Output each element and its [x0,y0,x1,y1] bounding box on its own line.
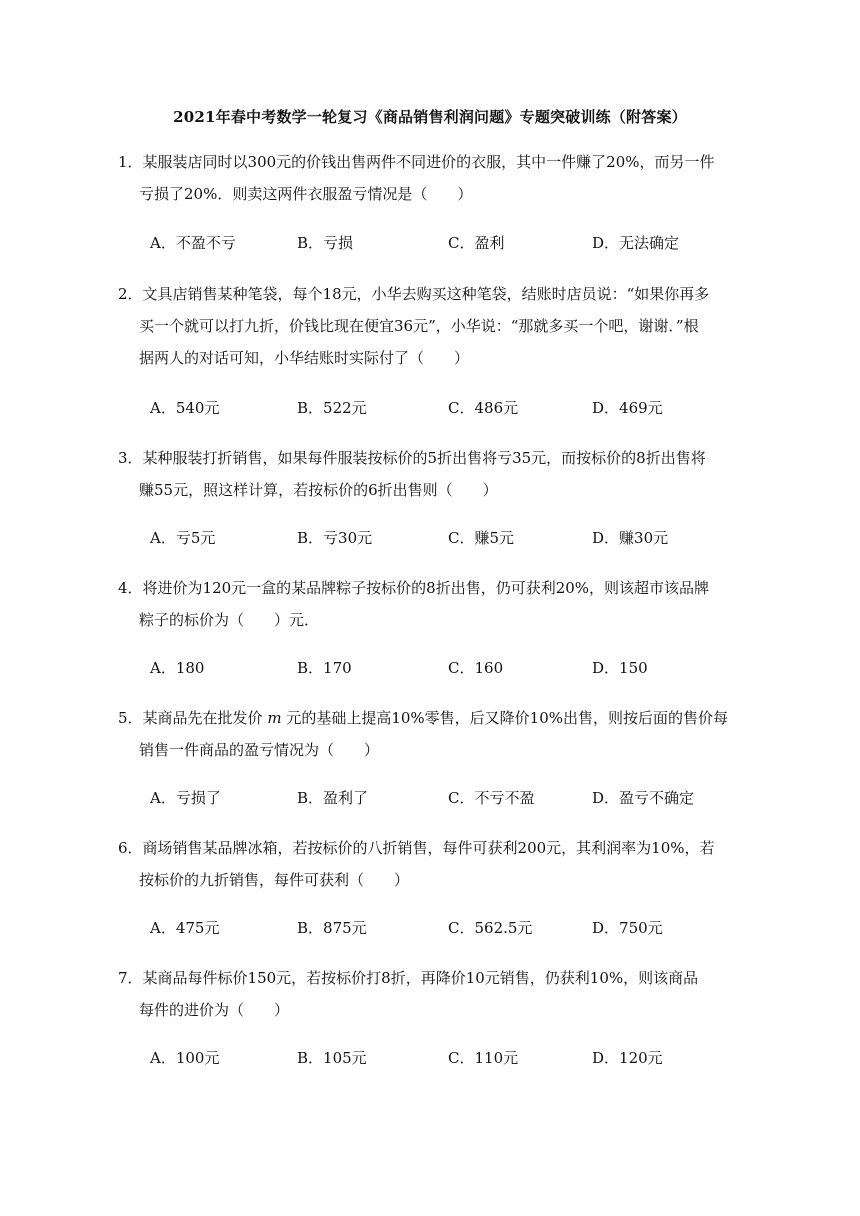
option-a: A．亏损了 [150,789,221,807]
option-b: B．170 [297,659,352,677]
question-line: 7．某商品每件标价150元，若按标价打8折，再降价10元销售，仍获利10%，则该商品 [118,969,699,987]
option-d: D．469元 [592,399,663,417]
question-text: 5．某商品先在批发价 [118,709,263,727]
option-a: A．100元 [150,1049,220,1067]
option-c: C．160 [448,659,504,677]
option-b: B．105元 [297,1049,367,1067]
question-line: 1．某服装店同时以300元的价钱出售两件不同进价的衣服，其中一件赚了20%，而另一件 [118,153,715,171]
question-1 [118,146,738,210]
question-line: 每件的进价为（ ） [139,1001,290,1019]
options-5 [150,786,750,810]
option-d: D．无法确定 [592,234,680,252]
question-line: 4．将进价为120元一盒的某品牌粽子按标价的8折出售，仍可获利20%，则该超市该品牌 [118,579,710,597]
option-c: C．不亏不盈 [448,789,535,807]
options-6 [150,916,750,940]
question-line: 据两人的对话可知，小华结账时实际付了（ ） [139,349,470,367]
option-d: D．盈亏不确定 [592,789,695,807]
option-b: B．亏损 [297,234,354,252]
option-d: D．150 [592,659,648,677]
question-6 [118,832,738,896]
option-a: A．亏5元 [150,529,216,547]
option-d: D．750元 [592,919,663,937]
option-c: C．562.5元 [448,919,533,937]
options-2 [150,396,750,420]
option-b: B．盈利了 [297,789,369,807]
option-c: C．486元 [448,399,519,417]
options-4 [150,656,750,680]
options-3 [150,526,750,550]
question-4 [118,572,738,636]
option-b: B．亏30元 [297,529,373,547]
question-5 [118,702,738,766]
question-line: 赚55元，照这样计算，若按标价的6折出售则（ ） [139,481,498,499]
question-2 [118,278,738,374]
question-7 [118,962,738,1026]
options-1 [150,231,750,255]
question-line: 按标价的九折销售，每件可获利（ ） [139,871,410,889]
question-line: 粽子的标价为（ ）元． [139,611,320,629]
question-line: 6．商场销售某品牌冰箱，若按标价的八折销售，每件可获利200元，其利润率为10%，若 [118,839,715,857]
question-3 [118,442,738,506]
question-line [118,702,738,734]
option-b: B．522元 [297,399,367,417]
option-a: A．540元 [150,399,220,417]
document-title: 2021年春中考数学一轮复习《商品销售利润问题》专题突破训练（附答案） [173,108,687,126]
question-line: 2．文具店销售某种笔袋，每个18元，小华去购买这种笔袋，结账时店员说：“如果你再多 [118,285,710,303]
question-text: 元的基础上提高10%零售，后又降价10%出售，则按后面的售价每 [286,709,729,727]
option-b: B．875元 [297,919,367,937]
option-a: A．180 [150,659,205,677]
question-line: 亏损了20%．则卖这两件衣服盈亏情况是（ ） [139,185,473,203]
question-line: 3．某种服装打折销售，如果每件服装按标价的5折出售将亏35元，而按标价的8折出售将 [118,449,706,467]
option-a: A．475元 [150,919,220,937]
variable-m: m [267,709,282,727]
option-d: D．赚30元 [592,529,669,547]
options-7 [150,1046,750,1070]
option-c: C．110元 [448,1049,519,1067]
option-c: C．赚5元 [448,529,515,547]
option-c: C．盈利 [448,234,505,252]
question-line: 买一个就可以打九折，价钱比现在便宜36元”，小华说：“那就多买一个吧，谢谢．”根 [139,317,699,335]
option-a: A．不盈不亏 [150,234,236,252]
option-d: D．120元 [592,1049,663,1067]
question-line: 销售一件商品的盈亏情况为（ ） [139,741,380,759]
